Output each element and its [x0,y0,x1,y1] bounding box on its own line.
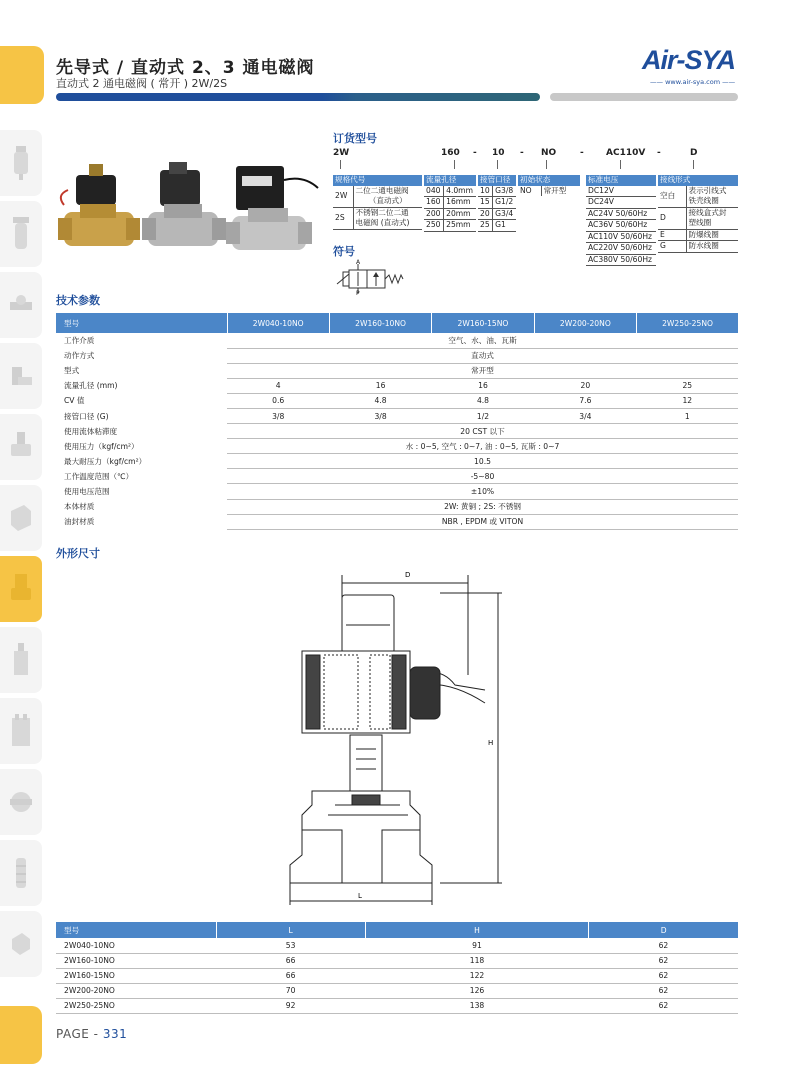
page-subtitle: 直动式 2 通电磁阀 ( 常开 ) 2W/2S [56,77,228,90]
tech-col-header: 2W160-15NO [432,313,534,333]
page-label: PAGE - [56,1027,103,1041]
page-footer [56,1027,127,1041]
tech-row [56,514,738,529]
spec-header: 规格代号 [333,175,422,186]
orifice-code: 200 [424,208,444,220]
code-tick [546,160,547,169]
initial-code: NO [520,185,532,195]
symbol-heading: 符号 [333,245,355,258]
orifice-header: 流量孔径 [424,175,476,186]
code-voltage: AC110V [606,148,646,158]
tech-col-model: 型号 [56,313,227,333]
code-wiring: D [690,148,698,158]
tech-row-label: 使用电压范围 [64,486,110,496]
cylinder-icon [8,499,34,537]
tech-row [56,393,738,408]
code-orifice: 160 [441,148,460,158]
wiring-header: 接线形式 [658,175,738,186]
tech-cell: 4.8 [329,393,431,408]
tech-row [56,484,738,499]
initial-state-table [518,175,580,196]
initial-desc: 常开型 [541,186,580,197]
dims-cell: 2W200-20NO [56,983,216,998]
dims-cell: 62 [589,983,738,998]
spec-code-table [333,175,422,230]
tech-row-value: NBR , EPDM 或 VITON [227,514,738,529]
dims-cell: 91 [365,938,589,953]
code-tick [620,160,621,169]
side-tab-manifold[interactable] [0,698,42,764]
tech-row-value: ±10% [227,484,738,499]
side-tab-filter[interactable] [0,130,42,196]
filter-icon [8,144,34,182]
tech-cell: 1/2 [432,408,534,423]
tech-row [56,439,738,454]
port-header: 接管口径 [478,175,516,186]
port-size: G1/2 [493,197,516,209]
dimensions-heading: 外形尺寸 [56,547,100,560]
actuator-icon [8,641,34,679]
solenoid-valve-icon [8,570,34,608]
port-p-label: P [356,290,360,297]
dims-cell: 2W040-10NO [56,938,216,953]
spec-desc: 电磁阀 (直动式) [353,218,422,229]
code-dash: - [520,148,524,158]
valve-icon [8,428,34,466]
code-port: 10 [492,148,505,158]
code-tick [497,160,498,169]
port-size: G3/8 [493,186,516,197]
stainless-valve-photo [142,162,226,246]
side-tab-cylinder[interactable] [0,485,42,551]
tech-cell: 20 [534,378,636,393]
tech-cell: 4 [227,378,329,393]
brand-url: —— www.air-sya.com —— [650,78,736,86]
tech-row-value: 直动式 [227,348,738,363]
tech-row [56,378,738,393]
page-title: 先导式 / 直动式 2、3 通电磁阀 [56,58,315,78]
side-tab-silencer[interactable] [0,840,42,906]
tech-row-value: 空气、水、油、瓦斯 [227,333,738,348]
voltage-option: AC110V 50/60Hz [586,231,656,243]
large-valve-photo [226,166,318,250]
code-dash: - [657,148,661,158]
fitting-icon [8,286,34,324]
spec-desc: 二位二通电磁阀 [353,186,422,197]
side-tab-accessory[interactable] [0,911,42,977]
orifice-table [424,175,476,232]
tech-cell: 3/8 [227,408,329,423]
top-yellow-tab [0,46,44,104]
wiring-code: D [658,207,686,229]
tech-row-label: 油封材质 [64,517,95,527]
orifice-size: 16mm [444,197,476,209]
spec-code: 2W [333,186,353,208]
tech-cell: 25 [637,378,738,393]
tech-row [56,454,738,469]
tech-heading: 技术参数 [56,294,100,307]
dims-cell: 2W160-10NO [56,953,216,968]
tech-row [56,333,738,348]
port-code: 25 [478,220,493,232]
dims-cell: 62 [589,998,738,1013]
manifold-icon [8,712,34,750]
wiring-desc: 铁壳线圈 [686,196,738,207]
dims-cell: 118 [365,953,589,968]
tech-row-label: 最大耐压力（kgf/cm²） [64,456,147,466]
tech-table [56,313,738,530]
wiring-code: G [658,241,686,253]
tech-row-label: 使用压力（kgf/cm²） [64,441,139,451]
dims-col-header: H [365,922,589,938]
initial-header: 初始状态 [518,175,580,186]
tech-row-value: 2W: 黄铜 ; 2S: 不锈钢 [227,499,738,514]
table-row [56,983,738,998]
tech-row-label: 动作方式 [64,351,95,361]
code-series: 2W [333,148,350,158]
lubricator-icon [8,215,34,253]
orifice-size: 4.0mm [444,186,476,197]
brand-logo: Air-SYA [642,45,736,75]
voltage-table [586,175,656,266]
tech-row-label: 型式 [64,366,80,376]
wiring-desc: 表示引线式 [686,186,738,197]
dimension-l-label: L [358,892,362,900]
tech-cell: 4.8 [432,393,534,408]
voltage-option: AC220V 50/60Hz [586,243,656,255]
tech-col-header: 2W200-20NO [534,313,636,333]
dims-cell: 62 [589,968,738,983]
dims-cell: 2W160-15NO [56,968,216,983]
page-number: 331 [102,1027,128,1041]
side-tab-actuator[interactable] [0,627,42,693]
table-row [56,998,738,1013]
voltage-option: DC12V [586,186,656,197]
side-tab-elbow[interactable] [0,343,42,409]
orifice-size: 25mm [444,220,476,232]
tech-row-value: 水 : 0~5, 空气 : 0~7, 油 : 0~5, 瓦斯 : 0~7 [227,439,738,454]
voltage-option: AC380V 50/60Hz [586,254,656,266]
port-table [478,175,516,232]
tech-row [56,469,738,484]
dimension-drawing [280,565,520,915]
tech-row-label: 使用流体粘滞度 [64,426,118,436]
silencer-icon [8,854,34,892]
side-tab-valve[interactable] [0,414,42,480]
dims-cell: 138 [365,998,589,1013]
port-code: 15 [478,197,493,209]
orifice-code: 250 [424,220,444,232]
dimension-h-label: H [488,739,494,747]
header-grey-bar [550,93,738,101]
regulator-icon [8,783,34,821]
tech-row [56,363,738,378]
code-tick [340,160,341,169]
tech-row-value: -5~80 [227,469,738,484]
tech-cell: 1 [637,408,738,423]
wiring-desc: 塑线圈 [686,218,738,229]
port-size: G3/4 [493,208,516,220]
orifice-size: 20mm [444,208,476,220]
dims-cell: 66 [216,968,365,983]
product-photos [56,150,326,270]
code-initial: NO [541,148,557,158]
tech-cell: 16 [329,378,431,393]
voltage-option: AC36V 50/60Hz [586,220,656,232]
dims-cell: 92 [216,998,365,1013]
port-size: G1 [493,220,516,232]
dims-cell: 2W250-25NO [56,998,216,1013]
wiring-desc: 接线盒式封 [686,207,738,218]
tech-row [56,499,738,514]
voltage-option: DC24V [586,197,656,209]
dims-cell: 53 [216,938,365,953]
dims-cell: 126 [365,983,589,998]
header-blue-bar [56,93,540,101]
tech-row [56,348,738,363]
tech-cell: 7.6 [534,393,636,408]
orifice-code: 160 [424,197,444,209]
dimension-d-label: D [405,571,411,579]
tech-cell: 0.6 [227,393,329,408]
dims-col-header: 型号 [56,922,216,938]
dims-cell: 122 [365,968,589,983]
code-tick [693,160,694,169]
valve-symbol [333,260,413,300]
side-tab-lubricator[interactable] [0,201,42,267]
voltage-option: AC24V 50/60Hz [586,208,656,220]
wiring-desc: 防爆线圈 [686,229,738,241]
accessory-icon [8,925,34,963]
code-tick [454,160,455,169]
tech-row-label: 接管口径 (G) [64,411,109,421]
table-row [56,968,738,983]
port-code: 20 [478,208,493,220]
dims-cell: 62 [589,953,738,968]
dims-col-header: D [589,922,738,938]
elbow-icon [8,357,34,395]
spec-desc: 不锈钢二位二通 [353,207,422,218]
table-row [56,953,738,968]
bottom-yellow-tab [0,1006,42,1064]
dims-cell: 70 [216,983,365,998]
side-tab-fitting[interactable] [0,272,42,338]
tech-cell: 16 [432,378,534,393]
tech-row [56,408,738,423]
tech-row-value: 10.5 [227,454,738,469]
side-tab-solenoid-valve[interactable] [0,556,42,622]
table-row [56,938,738,953]
wiring-code: E [658,229,686,241]
tech-row-label: 流量孔径 (mm) [64,381,118,391]
wiring-code: 空白 [658,186,686,208]
spec-code: 2S [333,207,353,229]
dims-cell: 62 [589,938,738,953]
side-tab-regulator[interactable] [0,769,42,835]
tech-row-value: 20 CST 以下 [227,424,738,439]
tech-cell: 3/8 [329,408,431,423]
tech-cell: 12 [637,393,738,408]
tech-col-header: 2W160-10NO [329,313,431,333]
wiring-desc: 防水线圈 [686,241,738,253]
spec-desc: （直动式） [353,196,422,207]
dimensions-table [56,922,738,1014]
wiring-table [658,175,738,253]
tech-row-label: 工作介质 [64,336,95,346]
tech-row-value: 常开型 [227,363,738,378]
code-dash: - [473,148,477,158]
tech-row-label: 工作温度范围（℃） [64,471,134,481]
tech-cell: 3/4 [534,408,636,423]
ordering-heading: 订货型号 [333,132,377,145]
tech-col-header: 2W250-25NO [637,313,738,333]
tech-row [56,424,738,439]
tech-row-label: CV 值 [64,396,85,406]
port-a-label: A [356,259,361,266]
dims-col-header: L [216,922,365,938]
voltage-header: 标准电压 [586,175,656,186]
code-dash: - [580,148,584,158]
orifice-code: 040 [424,186,444,197]
dims-cell: 66 [216,953,365,968]
tech-row-label: 本体材质 [64,502,95,512]
port-code: 10 [478,186,493,197]
brass-valve-photo [58,164,140,246]
tech-col-header: 2W040-10NO [227,313,329,333]
